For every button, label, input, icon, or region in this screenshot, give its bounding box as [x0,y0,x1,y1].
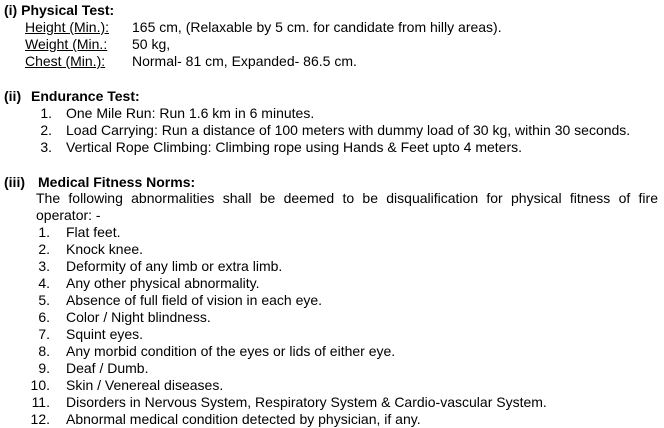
list-item-text: Flat feet. [66,224,121,240]
list-item-number: 10. [30,377,50,393]
list-item-text: Disorders in Nervous System, Respiratory System & Cardio-vascular System. [66,394,547,410]
medical-norms-intro-cont: operator: - [36,207,101,223]
list-item-text: Vertical Rope Climbing: Climbing rope using Hands & Feet upto 4 meters. [66,139,522,155]
medical-norms-number: (iii) [4,174,25,190]
height-label: Height (Min.): [25,19,110,35]
list-item-text: Color / Night blindness. [66,309,211,325]
list-item-number: 3. [38,258,50,274]
list-item-text: Abnormal medical condition detected by physician, if any. [66,411,421,427]
list-item-text: One Mile Run: Run 1.6 km in 6 minutes. [66,105,315,121]
list-item-number: 2. [38,241,50,257]
weight-label: Weight (Min.: [25,36,108,52]
medical-norms-intro: The following abnormalities shall be deemed to be disqualification for physical fitness of fire [36,190,658,206]
chest-value: Normal- 81 cm, Expanded- 86.5 cm. [132,53,357,69]
list-item-text: Deaf / Dumb. [66,360,149,376]
list-item-number: 7. [38,326,50,342]
medical-norms-heading: Medical Fitness Norms: [38,174,196,190]
list-item-number: 9. [38,360,50,376]
list-item-number: 2. [40,122,52,138]
list-item-number: 4. [38,275,50,291]
list-item-number: 6. [38,309,50,325]
list-item-number: 1. [38,224,50,240]
weight-value: 50 kg, [132,36,171,52]
list-item-text: Squint eyes. [66,326,144,342]
list-item-text: Load Carrying: Run a distance of 100 meters with dummy load of 30 kg, within 30 seconds. [66,122,631,138]
list-item-number: 5. [38,292,50,308]
list-item-number: 3. [40,139,52,155]
list-item-number: 1. [40,105,52,121]
list-item-text: Deformity of any limb or extra limb. [66,258,283,274]
list-item-text: Any other physical abnormality. [66,275,260,291]
list-item-number: 8. [38,343,50,359]
list-item-number: 12. [30,411,50,427]
height-value: 165 cm, (Relaxable by 5 cm. for candidate from hilly areas). [132,19,502,35]
physical-test-heading: (i) Physical Test: [4,2,115,18]
list-item-text: Any morbid condition of the eyes or lids of either eye. [66,343,396,359]
list-item-text: Knock knee. [66,241,144,257]
chest-label: Chest (Min.): [25,53,106,69]
list-item-number: 11. [31,394,50,410]
list-item-text: Absence of full field of vision in each eye. [66,292,323,308]
list-item-text: Skin / Venereal diseases. [66,377,224,393]
endurance-test-heading: Endurance Test: [31,88,140,104]
endurance-test-number: (ii) [4,88,22,104]
